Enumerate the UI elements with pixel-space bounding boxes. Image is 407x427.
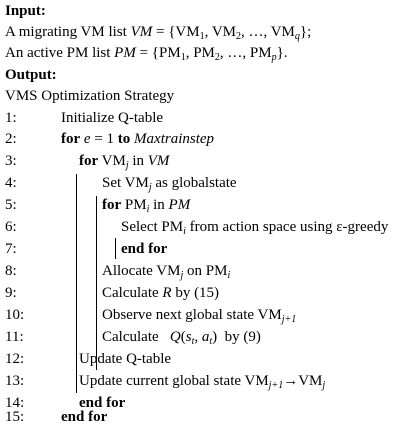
line-number-8: 8: [5, 263, 17, 279]
vm-list-line: A migrating VM list VM = {$VM_1$, $VM_2$, …, $VM_q$}; [5, 24, 312, 42]
line-6: Select $PM_i$ from action space using ε-greedy [121, 219, 389, 237]
line-2: for e = 1 to Maxtrainstep [61, 131, 215, 147]
line-7: end for [121, 241, 168, 257]
output-text: VMS Optimization Strategy [5, 88, 175, 104]
line-15: end for [61, 409, 108, 425]
line-number-15: 15: [5, 409, 25, 425]
line-8: Allocate $VM_j$ on $PM_i$ [102, 263, 231, 281]
line-5: for $PM_i$ in PM [102, 197, 191, 215]
line-12: Update Q-table [79, 351, 172, 367]
line-11: Calculate $Q(s_t$, $a_t$) by (9) [102, 329, 261, 347]
line-number-3: 3: [5, 153, 17, 169]
line-number-9: 9: [5, 285, 17, 301]
line-1: Initialize Q-table [61, 110, 164, 126]
line-9: Calculate R by (15) [102, 285, 220, 301]
line-number-11: 11: [5, 329, 24, 345]
line-number-7: 7: [5, 241, 17, 257]
line-10: Observe next global state $VM_{j+1}$ [102, 307, 297, 325]
line-14: end for [79, 395, 126, 411]
line-number-12: 12: [5, 351, 25, 367]
line-13: Update current global state $VM_{j+1}\to VM_j$ [79, 373, 326, 391]
line-number-10: 10: [5, 307, 25, 323]
line-number-4: 4: [5, 175, 17, 191]
line-number-14: 14: [5, 395, 25, 411]
line-number-6: 6: [5, 219, 17, 235]
nesting-bar-level2 [96, 196, 97, 370]
line-number-5: 5: [5, 197, 17, 213]
line-4: Set $VM_j$ as globalstate [102, 175, 237, 193]
line-number-1: 1: [5, 110, 17, 126]
nesting-bar-level3 [115, 238, 116, 259]
pm-list-line: An active PM list PM = {$PM_1$, $PM_2$, …, $PM_p$}. [5, 45, 288, 63]
input-label: Input: [5, 3, 46, 19]
line-3: for $VM_j$ in VM [79, 153, 170, 171]
line-number-2: 2: [5, 131, 17, 147]
nesting-bar-level1 [76, 174, 77, 393]
output-label: Output: [5, 67, 57, 83]
line-number-13: 13: [5, 373, 25, 389]
